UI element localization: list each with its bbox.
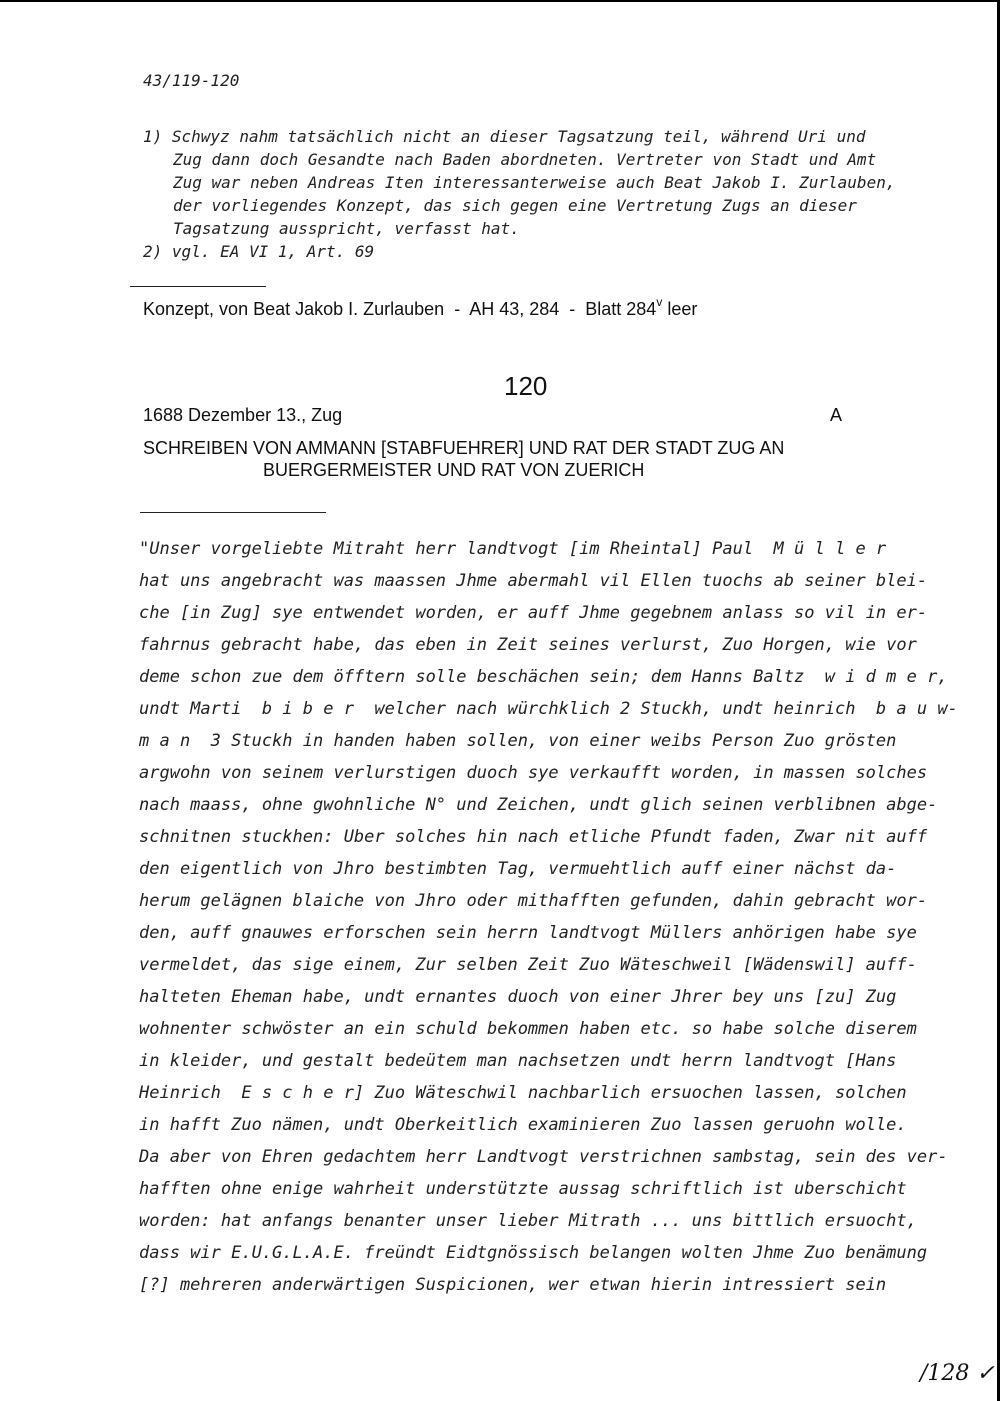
body-line: schnitnen stuckhen: Uber solches hin nach etliche Pfundt faden, Zwar nit auff — [139, 827, 928, 847]
body-line: herum gelägnen blaiche von Jhro oder mithafften gefunden, dahin gebracht wor- — [139, 891, 928, 911]
source-tail: leer — [662, 299, 698, 319]
body-line: in hafft Zuo nämen, undt Oberkeitlich examinieren Zuo lassen geruohn wolle. — [139, 1115, 907, 1135]
body-line: "Unser vorgeliebte Mitraht herr landtvogt [im Rheintal] Paul M ü l l e r — [139, 539, 887, 559]
body-line: hat uns angebracht was maassen Jhme abermahl vil Ellen tuochs ab seiner blei- — [139, 571, 928, 591]
page-reference: 43/119-120 — [143, 71, 240, 90]
footnote-line: der vorliegendes Konzept, das sich gegen eine Vertretung Zugs an dieser — [173, 196, 857, 215]
footnote-line: Zug dann doch Gesandte nach Baden abordneten. Vertreter von Stadt und Amt — [173, 150, 877, 169]
body-line: vermeldet, das sige einem, Zur selben Zeit Zuo Wäteschweil [Wädenswil] auff- — [139, 955, 917, 975]
document-title-line: SCHREIBEN VON AMMANN [STABFUEHRER] UND RAT DER STADT ZUG AN — [143, 438, 785, 458]
body-line: deme schon zue dem öfftern solle beschächen sein; dem Hanns Baltz w i d m e r, — [139, 667, 948, 687]
document-type: A — [830, 405, 843, 425]
body-line: m a n 3 Stuckh in handen haben sollen, von einer weibs Person Zuo grösten — [139, 731, 897, 751]
source-line — [143, 295, 698, 322]
source-text: Konzept, von Beat Jakob I. Zurlauben - AH 43, 284 - Blatt 284 — [143, 299, 657, 319]
body-line: fahrnus gebracht habe, das eben in Zeit seines verlurst, Zuo Horgen, wie vor — [139, 635, 917, 655]
body-line: [?] mehreren anderwärtigen Suspicionen, wer etwan hierin intressiert sein — [139, 1275, 887, 1295]
body-line: nach maass, ohne gwohnliche N° und Zeichen, undt glich seinen verblibnen abge- — [139, 795, 938, 815]
document-date-place: 1688 Dezember 13., Zug — [143, 405, 343, 425]
footnote-line: 1) Schwyz nahm tatsächlich nicht an dieser Tagsatzung teil, während Uri und — [143, 127, 866, 146]
body-line: hafften ohne enige wahrheit understützte aussag schriftlich ist uberschicht — [139, 1179, 907, 1199]
footnote-line: Zug war neben Andreas Iten interessanterweise auch Beat Jakob I. Zurlauben, — [173, 173, 896, 192]
footnote-line: 2) vgl. EA VI 1, Art. 69 — [143, 242, 375, 261]
footnote-separator — [130, 286, 266, 287]
document-number: 120 — [504, 371, 548, 401]
page-top-border — [0, 0, 1000, 2]
body-line: Da aber von Ehren gedachtem herr Landtvogt verstrichnen sambstag, sein des ver- — [139, 1147, 948, 1167]
body-line: undt Marti b i b e r welcher nach würchklich 2 Stuckh, undt heinrich b a u w- — [139, 699, 958, 719]
source-superscript: v — [656, 295, 663, 309]
body-line: halteten Eheman habe, undt ernantes duoch von einer Jhrer bey uns [zu] Zug — [139, 987, 897, 1007]
title-separator — [140, 512, 326, 513]
footnote-line: Tagsatzung ausspricht, verfasst hat. — [173, 219, 520, 238]
body-line: Heinrich E s c h e r] Zuo Wäteschwil nachbarlich ersuochen lassen, solchen — [139, 1083, 907, 1103]
body-line: worden: hat anfangs benanter unser lieber Mitrath ... uns bittlich ersuocht, — [139, 1211, 917, 1231]
body-line: den, auff gnauwes erforschen sein herrn landtvogt Müllers anhörigen habe sye — [139, 923, 917, 943]
body-line: argwohn von seinem verlurstigen duoch sye verkaufft worden, in massen solches — [139, 763, 928, 783]
body-line: in kleider, und gestalt bedeütem man nachsetzen undt herrn landtvogt [Hans — [139, 1051, 897, 1071]
body-line: dass wir E.U.G.L.A.E. freündt Eidtgnössisch belangen wolten Jhme Zuo benämung — [139, 1243, 928, 1263]
body-line: wohnenter schwöster an ein schuld bekommen haben etc. so habe solche diserem — [139, 1019, 917, 1039]
handwritten-page-mark: /128 ✓ — [920, 1361, 995, 1386]
body-line: che [in Zug] sye entwendet worden, er auff Jhme gegebnem anlass so vil in er- — [139, 603, 928, 623]
document-title-line: BUERGERMEISTER UND RAT VON ZUERICH — [263, 460, 645, 480]
body-line: den eigentlich von Jhro bestimbten Tag, vermuehtlich auff einer nächst da- — [139, 859, 897, 879]
